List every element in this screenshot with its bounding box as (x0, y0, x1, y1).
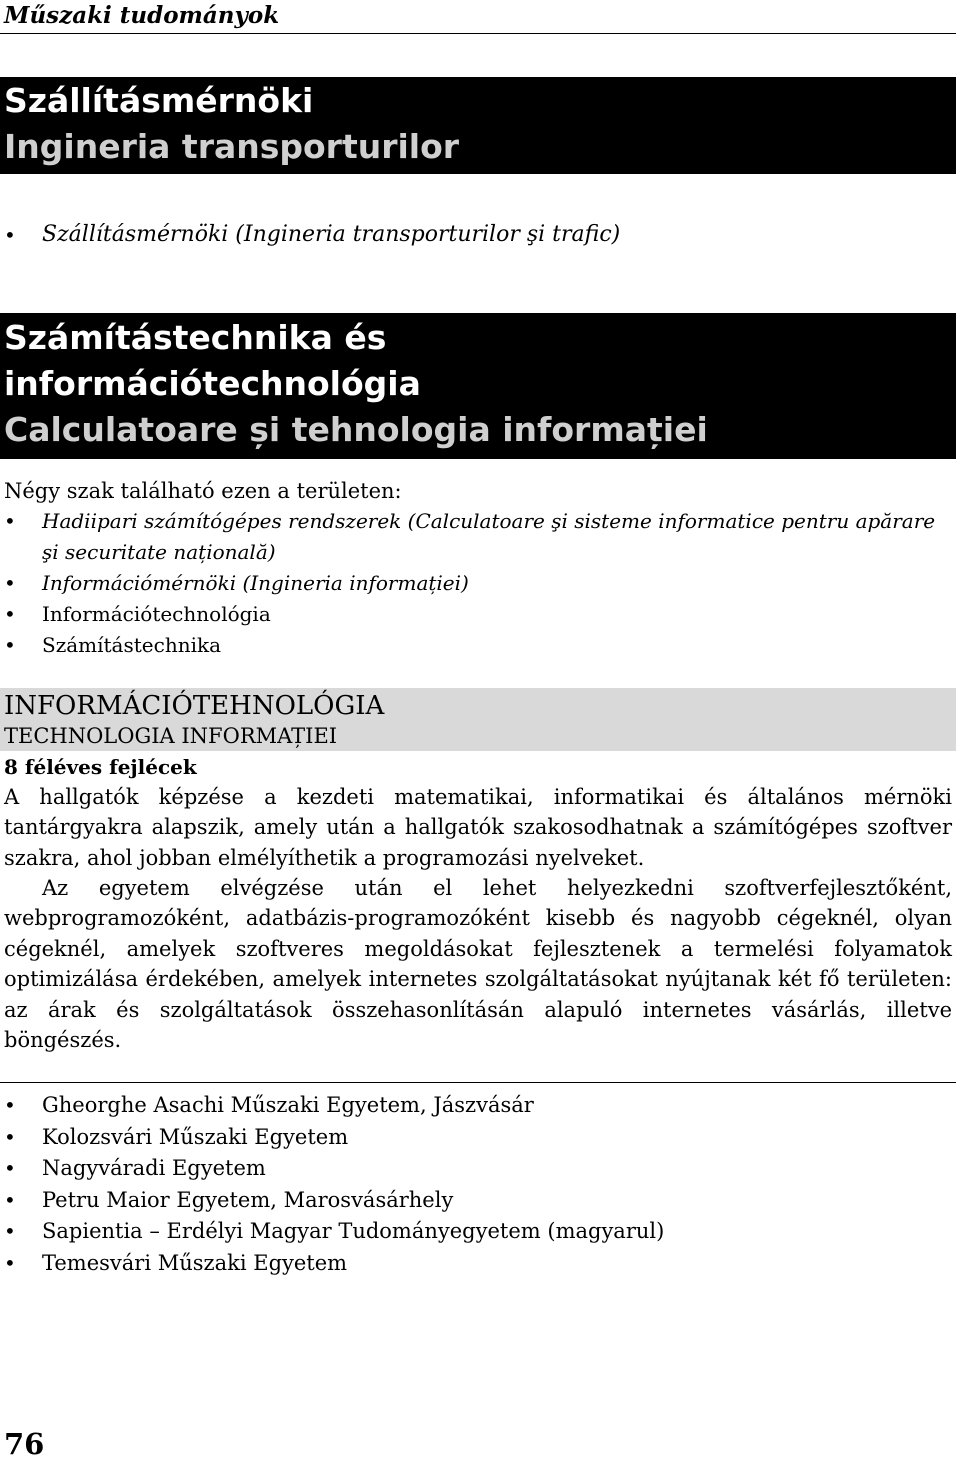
transport-program-list (0, 220, 956, 250)
body-paragraph-2: Az egyetem elvégzése után el lehet helyezkedni szoftverfejlesztőként, webprogramozóként, adatbázis-programozóként kisebb és nagyobb cégeknél, olyan cégeknél, amelyek szoftveres megoldásokat fejlesztenek a termelési folyamatok optimizálása érdekében, amelyek internetes szolgáltatásokat nyújtanak két fő területen: az árak és szolgáltatások összehasonlításán alapuló internetes vásárlás, illetve böngészés. (4, 876, 952, 1053)
body-paragraph-1: A hallgatók képzése a kezdeti matematikai, informatikai és általános mérnöki tantárgyakra alapszik, amely után a hallgatók szakosodhatnak a számítógépes szoftver szakra, ahol jobban elmélyíthetik a programozási nyelveket. (4, 785, 952, 870)
subsection-title-ro: TECHNOLOGIA INFORMAȚIEI (4, 724, 338, 748)
page-number: 76 (4, 1427, 45, 1461)
list-item: • Petru Maior Egyetem, Marosvásárhely (0, 1185, 956, 1217)
section-title-ro: Calculatoare și tehnologia informației (4, 410, 708, 449)
section-heading-computing (0, 313, 956, 459)
section-intro: Négy szak található ezen a területen: (4, 479, 402, 503)
list-item: • Számítástechnika (0, 630, 956, 661)
subsection-heading (0, 688, 956, 751)
list-item: • Információtechnológia (0, 599, 956, 630)
section-heading-transport (0, 77, 956, 174)
list-item: • Temesvári Műszaki Egyetem (0, 1248, 956, 1280)
divider-rule (0, 1082, 956, 1083)
running-header: Műszaki tudományok (4, 2, 280, 29)
section-title-hu-line2: információtechnológia (4, 364, 421, 403)
header-rule (0, 33, 956, 34)
list-item: • Hadiipari számítógépes rendszerek (Calculatoare şi sisteme informatice pentru apărare şi securitate națională) (0, 506, 956, 568)
section-title-ro: Ingineria transporturilor (4, 127, 460, 166)
list-item: • Szállításmérnöki (Ingineria transporturilor şi trafic) (0, 220, 956, 250)
computing-program-list (0, 506, 956, 661)
list-item: • Sapientia – Erdélyi Magyar Tudományegyetem (magyarul) (0, 1216, 956, 1248)
list-item: • Gheorghe Asachi Műszaki Egyetem, Jászvásár (0, 1090, 956, 1122)
list-item: • Nagyváradi Egyetem (0, 1153, 956, 1185)
list-item: • Kolozsvári Műszaki Egyetem (0, 1122, 956, 1154)
university-list (0, 1090, 956, 1279)
section-title-hu-line1: Számítástechnika és (4, 318, 387, 357)
list-item: • Információmérnöki (Ingineria informației) (0, 568, 956, 599)
subsection-subtitle: 8 féléves fejlécek (4, 755, 197, 779)
subsection-title-hu: INFORMÁCIÓTEHNOLÓGIA (4, 691, 385, 721)
section-title-hu: Szállításmérnöki (4, 81, 314, 120)
